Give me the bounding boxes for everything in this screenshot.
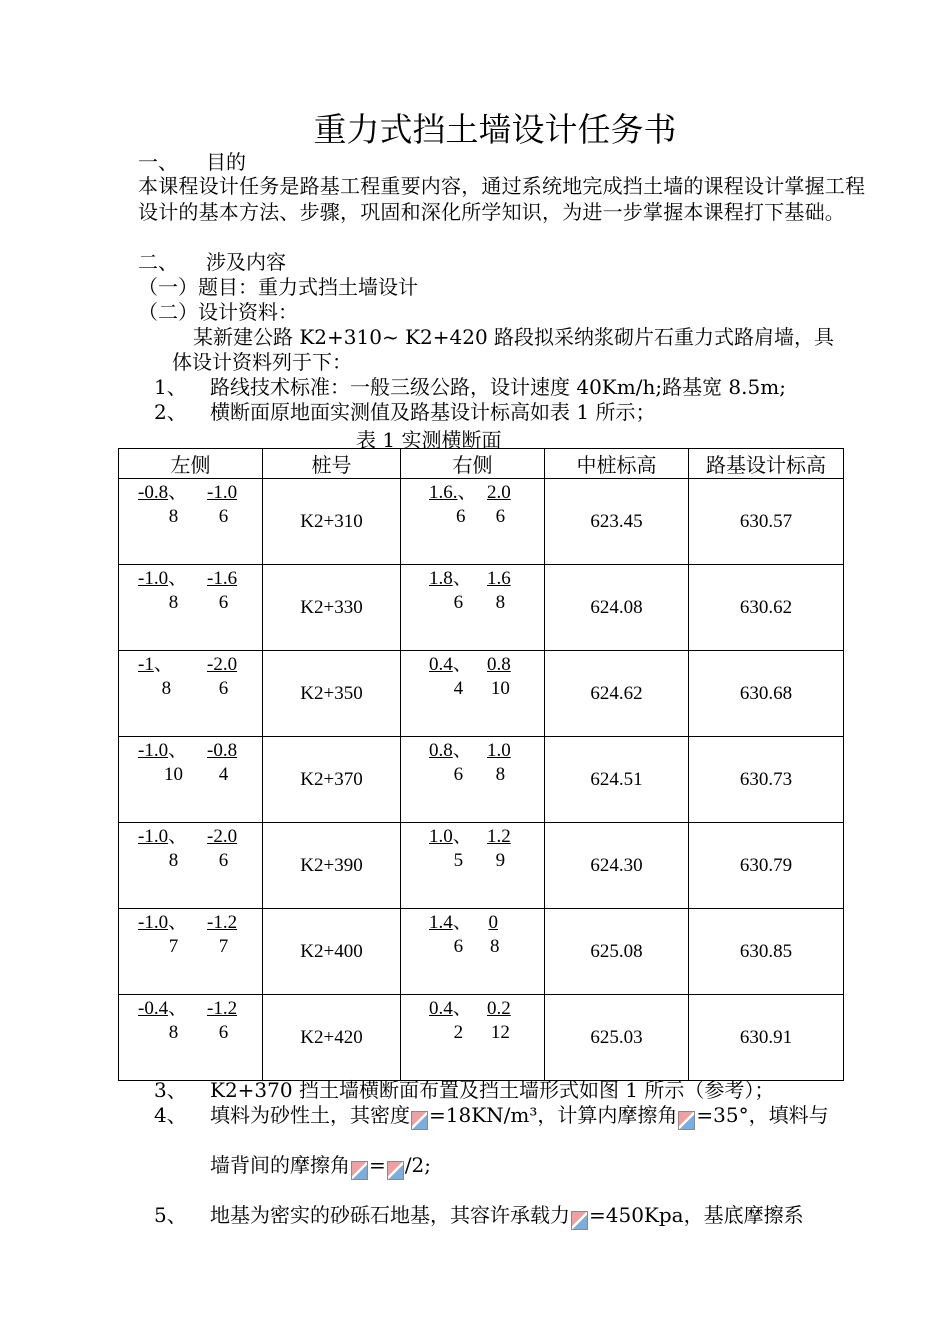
- left-offset-2: -1.0 6: [207, 482, 238, 527]
- center-elevation-cell: 625.08: [545, 909, 689, 995]
- right-side-cell: [401, 909, 545, 995]
- right-side-cell: [401, 823, 545, 909]
- table-row: [119, 737, 844, 823]
- table-row: [119, 479, 844, 565]
- design-elevation-cell: 630.62: [689, 565, 844, 651]
- right-offset-2: 2.0 6: [487, 482, 511, 527]
- station-cell: K2+420: [263, 995, 401, 1081]
- left-side-cell: [119, 823, 263, 909]
- section-1-number: 一、: [138, 150, 178, 174]
- right-offset-1: 0.4、 2: [429, 998, 472, 1043]
- left-offset-1: -0.4、 8: [138, 998, 188, 1043]
- section-1-heading: 目的: [206, 150, 246, 174]
- design-data-heading: （二）设计资料：: [138, 300, 298, 324]
- purpose-paragraph: 本课程设计任务是路基工程重要内容，通过系统地完成挡土墙的课程设计掌握工程设计的基本方法、步骤，巩固和深化所学知识，为进一步掌握本课程打下基础。: [138, 174, 866, 224]
- right-side-cell: [401, 479, 545, 565]
- bearing-capacity-symbol-icon: [571, 1211, 588, 1230]
- station-cell: K2+330: [263, 565, 401, 651]
- right-side-cell: [401, 651, 545, 737]
- left-side-cell: [119, 737, 263, 823]
- header-center-elevation: 中桩标高: [545, 449, 689, 479]
- right-offset-1: 1.8、 6: [429, 568, 472, 613]
- left-offset-2: -1.2 7: [207, 912, 238, 957]
- center-elevation-cell: 623.45: [545, 479, 689, 565]
- cross-section-table: [118, 448, 844, 1081]
- left-offset-1: -1.0、 8: [138, 826, 188, 871]
- item-5-line-1: [210, 1201, 804, 1230]
- left-offset-1: -1.0、 10: [138, 740, 188, 785]
- right-offset-1: 0.8、 6: [429, 740, 472, 785]
- item-3-number: 3、: [154, 1078, 187, 1102]
- design-elevation-cell: 630.85: [689, 909, 844, 995]
- left-offset-2: -2.0 6: [207, 654, 238, 699]
- item-1-text: 路线技术标准：一般三级公路，设计速度 40Km/h;路基宽 8.5m;: [210, 375, 786, 399]
- table-caption: 表 1 实测横断面: [356, 428, 502, 452]
- wall-friction-symbol-icon: [351, 1161, 368, 1180]
- item-4-line-1: [210, 1101, 829, 1130]
- header-design-elevation: 路基设计标高: [689, 449, 844, 479]
- item-3-text: K2+370 挡土墙横断面布置及挡土墙形式如图 1 所示（参考）；: [210, 1078, 775, 1102]
- item-4-text-f: /2;: [404, 1153, 431, 1177]
- station-cell: K2+370: [263, 737, 401, 823]
- item-4-text-b: =18KN/m³，计算内摩擦角: [429, 1103, 678, 1127]
- design-elevation-cell: 630.68: [689, 651, 844, 737]
- right-offset-1: 0.4、 4: [429, 654, 472, 699]
- table-row: [119, 909, 844, 995]
- topic-line: （一）题目：重力式挡土墙设计: [138, 275, 418, 299]
- right-offset-2: 1.2 9: [487, 826, 511, 871]
- right-offset-2: 1.6 8: [487, 568, 511, 613]
- right-offset-2: 0.2 12: [487, 998, 511, 1043]
- right-offset-1: 1.4、 6: [429, 912, 472, 957]
- friction-angle-symbol-icon-2: [387, 1161, 404, 1180]
- center-elevation-cell: 624.08: [545, 565, 689, 651]
- left-offset-2: -2.0 6: [207, 826, 238, 871]
- item-2-number: 2、: [154, 400, 187, 424]
- item-2-text: 横断面原地面实测值及路基设计标高如表 1 所示；: [210, 400, 656, 424]
- table-row: [119, 651, 844, 737]
- station-cell: K2+350: [263, 651, 401, 737]
- left-offset-1: -1.0、 8: [138, 568, 188, 613]
- left-side-cell: [119, 565, 263, 651]
- left-side-cell: [119, 651, 263, 737]
- right-offset-1: 1.0、 5: [429, 826, 472, 871]
- item-1-number: 1、: [154, 375, 187, 399]
- left-side-cell: [119, 909, 263, 995]
- item-4-text-e: =: [369, 1153, 386, 1177]
- right-offset-2: 0.8 10: [487, 654, 511, 699]
- item-4-text-c: =35°，填料与: [696, 1103, 829, 1127]
- right-side-cell: [401, 995, 545, 1081]
- station-cell: K2+400: [263, 909, 401, 995]
- intro-line-1: 某新建公路 K2+310~ K2+420 路段拟采纳浆砌片石重力式路肩墙，具: [193, 325, 835, 349]
- header-left: 左侧: [119, 449, 263, 479]
- left-offset-2: -1.2 6: [207, 998, 238, 1043]
- station-cell: K2+390: [263, 823, 401, 909]
- left-offset-1: -0.8、 8: [138, 482, 188, 527]
- section-2-heading: 涉及内容: [206, 250, 286, 274]
- right-side-cell: [401, 565, 545, 651]
- center-elevation-cell: 624.51: [545, 737, 689, 823]
- table-row: [119, 823, 844, 909]
- item-4-number: 4、: [154, 1103, 187, 1127]
- item-4-line-2: [210, 1151, 431, 1180]
- right-offset-2: 0 8: [488, 912, 500, 957]
- left-offset-1: -1、 8: [138, 654, 173, 699]
- density-symbol-icon: [411, 1111, 428, 1130]
- item-5-text-a: 地基为密实的砂砾石地基，其容许承载力: [210, 1203, 570, 1227]
- item-4-text-d: 墙背间的摩擦角: [210, 1153, 350, 1177]
- center-elevation-cell: 624.62: [545, 651, 689, 737]
- intro-line-2: 体设计资料列于下：: [172, 350, 352, 374]
- header-station: 桩号: [263, 449, 401, 479]
- design-elevation-cell: 630.73: [689, 737, 844, 823]
- page-title: 重力式挡土墙设计任务书: [313, 110, 677, 149]
- item-5-text-b: =450Kpa，基底摩擦系: [589, 1203, 804, 1227]
- station-cell: K2+310: [263, 479, 401, 565]
- right-offset-1: 1.6.、 6: [429, 482, 477, 527]
- table-row: [119, 565, 844, 651]
- left-offset-1: -1.0、 7: [138, 912, 188, 957]
- design-elevation-cell: 630.91: [689, 995, 844, 1081]
- left-side-cell: [119, 995, 263, 1081]
- right-offset-2: 1.0 8: [487, 740, 511, 785]
- friction-angle-symbol-icon: [678, 1111, 695, 1130]
- table-row: [119, 995, 844, 1081]
- section-2-number: 二、: [138, 250, 178, 274]
- right-side-cell: [401, 737, 545, 823]
- design-elevation-cell: 630.57: [689, 479, 844, 565]
- design-elevation-cell: 630.79: [689, 823, 844, 909]
- item-5-number: 5、: [154, 1203, 187, 1227]
- table-header-row: [119, 449, 844, 479]
- left-offset-2: -1.6 6: [207, 568, 238, 613]
- left-side-cell: [119, 479, 263, 565]
- item-4-text-a: 填料为砂性土，其密度: [210, 1103, 410, 1127]
- header-right: 右侧: [401, 449, 545, 479]
- center-elevation-cell: 625.03: [545, 995, 689, 1081]
- left-offset-2: -0.8 4: [207, 740, 238, 785]
- center-elevation-cell: 624.30: [545, 823, 689, 909]
